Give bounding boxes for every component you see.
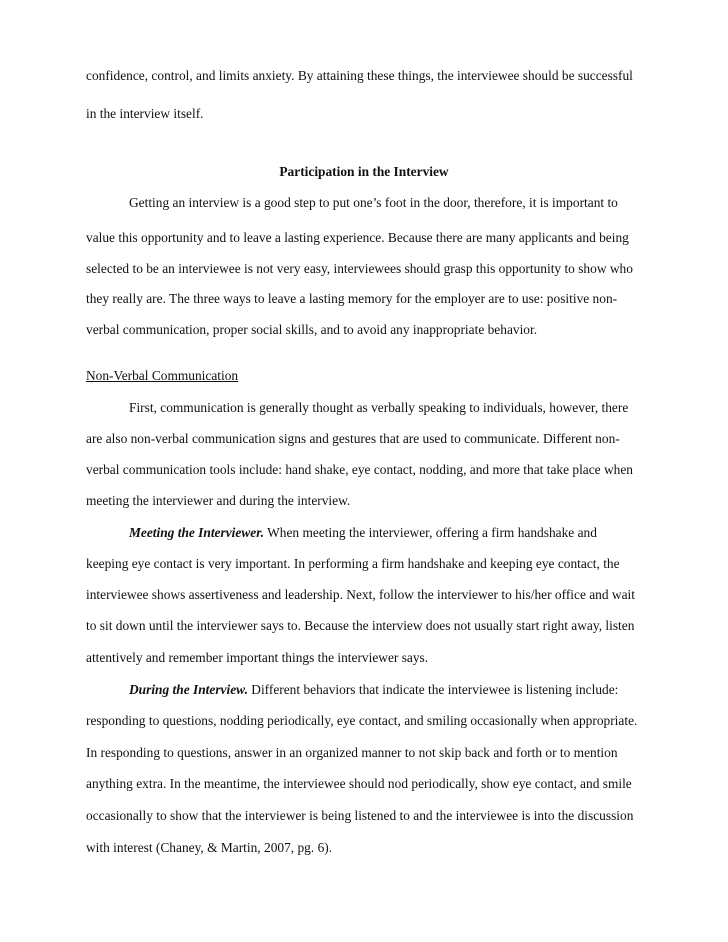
body-text-line: in the interview itself.: [86, 106, 204, 121]
body-text-line: interviewee shows assertiveness and leadership. Next, follow the interviewer to his/her office and wait: [86, 587, 635, 602]
run-in-heading: Meeting the Interviewer.: [129, 525, 265, 540]
body-text-line: they really are. The three ways to leave a lasting memory for the employer are to use: positive non-: [86, 291, 618, 306]
body-text: Different behaviors that indicate the interviewee is listening include:: [247, 682, 619, 697]
body-text-line: are also non-verbal communication signs and gestures that are used to communicate. Different non-: [86, 431, 620, 446]
body-text-line: confidence, control, and limits anxiety. By attaining these things, the interviewee should be successful: [86, 68, 633, 83]
body-text-line: Getting an interview is a good step to put one’s foot in the door, therefore, it is important to: [129, 195, 618, 210]
body-text: When meeting the interviewer, offering a firm handshake and: [264, 525, 597, 540]
body-text-line: occasionally to show that the interviewer is being listened to and the interviewee is into the discussion: [86, 808, 634, 823]
body-text-line: attentively and remember important things the interviewer says.: [86, 650, 429, 665]
run-in-heading: During the Interview.: [129, 682, 248, 697]
body-text-line: verbal communication, proper social skills, and to avoid any inappropriate behavior.: [86, 322, 538, 337]
body-text-line: with interest (Chaney, & Martin, 2007, pg. 6).: [86, 840, 333, 855]
body-text-line: anything extra. In the meantime, the interviewee should nod periodically, show eye contact, and smile: [86, 776, 632, 791]
body-text-line: keeping eye contact is very important. In performing a firm handshake and keeping eye contact, the: [86, 556, 620, 571]
body-text-line: selected to be an interviewee is not very easy, interviewees should grasp this opportunity to show who: [86, 261, 633, 276]
paragraph-first-line: [129, 682, 656, 698]
body-text-line: responding to questions, nodding periodically, eye contact, and smiling occasionally when appropriate.: [86, 713, 638, 728]
subheading: Non-Verbal Communication: [86, 368, 239, 383]
body-text-line: to sit down until the interviewer says to. Because the interview does not usually start right away, listen: [86, 618, 635, 633]
body-text-line: meeting the interviewer and during the interview.: [86, 493, 351, 508]
body-text-line: First, communication is generally thought as verbally speaking to individuals, however, there: [129, 400, 629, 415]
body-text-line: value this opportunity and to leave a lasting experience. Because there are many applicants and being: [86, 230, 629, 245]
body-text-line: verbal communication tools include: hand shake, eye contact, nodding, and more that take place when: [86, 462, 633, 477]
body-text-line: In responding to questions, answer in an organized manner to not skip back and forth or to mention: [86, 745, 618, 760]
paragraph-first-line: [129, 525, 656, 541]
section-heading: Participation in the Interview: [279, 164, 449, 179]
